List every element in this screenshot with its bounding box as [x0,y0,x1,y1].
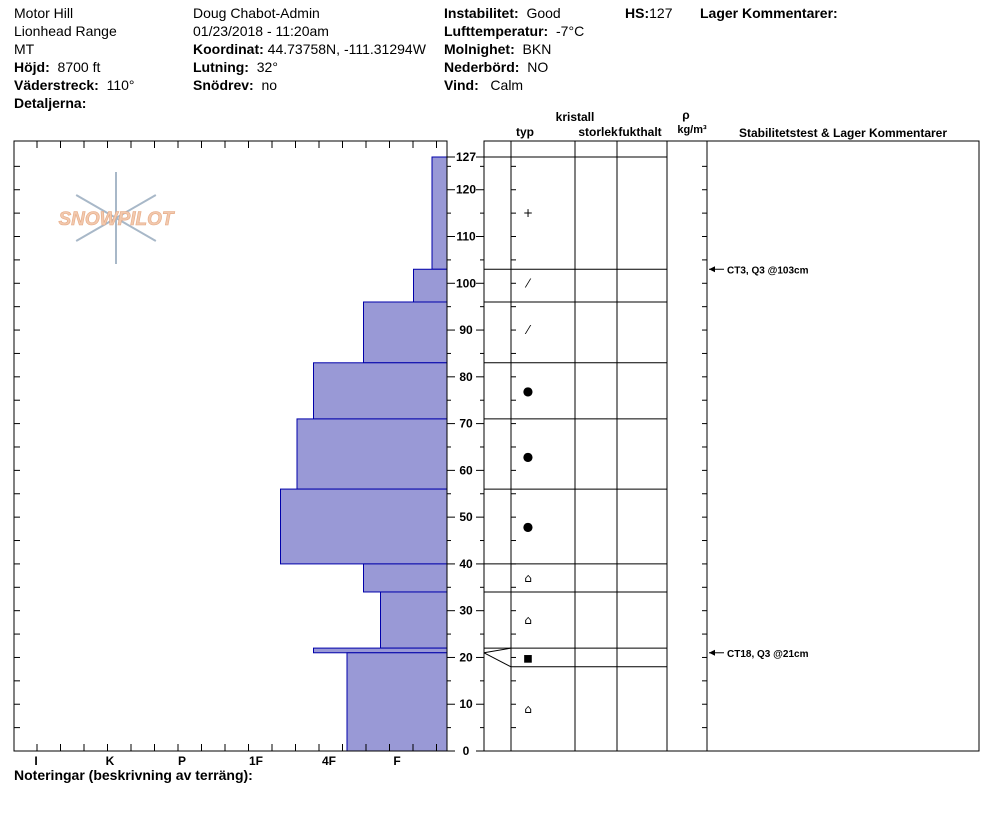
grain-type-symbol: ⁄ [526,323,530,338]
depth-tick-label: 30 [459,603,473,618]
layer-connector-line [484,653,511,667]
location-name: Motor Hill [14,5,74,21]
elevation-value: 8700 ft [57,59,101,75]
hardness-bar [381,592,448,648]
hardness-bar [364,302,448,363]
wind-loading-value: no [261,77,278,93]
hardness-tick-label: 4F [321,754,337,768]
layer-connector-line [484,648,511,653]
observation-datetime: 01/23/2018 - 11:20am [193,23,329,39]
grain-type-symbol: ■ [523,653,533,665]
wind-loading-label: Snödrev: [193,77,254,93]
aspect-value: 110° [106,77,135,93]
stability-test-label: CT18, Q3 @21cm [727,648,809,660]
coordinate-value: 44.73758N, -111.31294W [267,41,426,57]
hardness-bar [364,564,448,592]
slope-label: Lutning: [193,59,249,75]
hardness-bar [314,648,448,653]
crystal-header: kristall [555,110,595,124]
wind-label: Vind: [444,77,479,93]
precip-value: NO [527,59,549,75]
hs-value: 127 [649,5,673,21]
air-temp-value: -7°C [556,23,585,39]
hardness-tick-label: 1F [248,754,264,768]
range-name: Lionhead Range [14,23,117,39]
sky-value: BKN [522,41,552,57]
depth-tick-label: 120 [455,182,477,197]
hardness-bar [281,489,448,564]
stability-value: Good [526,5,561,21]
stability-label: Instabilitet: [444,5,519,21]
hardness-bar [297,419,447,489]
depth-tick-label: 90 [459,323,473,338]
grain-type-symbol: ⌂ [524,570,532,585]
hardness-bar [314,363,448,419]
grain-type-symbol: ● [522,449,534,464]
depth-tick-label: 127 [455,150,477,164]
hardness-bar [347,653,447,751]
hs-label: HS: [625,5,650,21]
depth-tick-label: 50 [459,510,473,525]
precip-label: Nederbörd: [444,59,520,75]
density-unit-header: kg/m³ [677,124,707,136]
depth-tick-label: 0 [462,744,470,758]
observer-name: Doug Chabot-Admin [193,5,320,21]
layer-comments-label: Lager Kommentarer: [700,5,838,21]
moisture-header: fukthalt [618,125,662,139]
grain-type-symbol: ● [522,519,534,534]
hardness-bar [432,157,447,269]
hardness-tick-label: F [393,754,401,768]
depth-tick-label: 80 [459,369,473,384]
logo-text: SNOWPILOT [58,209,174,230]
aspect-label: Väderstreck: [14,77,99,93]
grain-type-symbol: ● [522,383,534,398]
depth-tick-label: 40 [459,556,473,571]
state-name: MT [14,41,35,57]
grain-size-header: storlek [578,125,618,139]
depth-tick-label: 20 [459,650,473,665]
grain-type-symbol: ⌂ [524,613,532,628]
coordinate-label: Koordinat: [193,41,264,57]
hardness-tick-label: P [177,754,187,768]
hardness-tick-label: I [34,754,38,768]
details-label: Detaljerna: [14,95,87,111]
hardness-bar [414,269,448,302]
depth-tick-label: 70 [459,416,473,431]
comments-header: Stabilitetstest & Lager Kommentarer [738,126,948,140]
stability-test-arrowhead [709,650,715,656]
sky-label: Molnighet: [444,41,515,57]
grain-type-header: typ [516,125,534,139]
elevation-label: Höjd: [14,59,50,75]
stability-test-label: CT3, Q3 @103cm [727,265,809,277]
stability-test-arrowhead [709,266,715,272]
wind-value: Calm [490,77,524,93]
depth-tick-label: 100 [455,276,477,291]
rho-header: ρ [682,108,690,122]
depth-tick-label: 10 [459,697,473,712]
slope-value: 32° [256,59,278,75]
grain-type-symbol: + [522,206,534,221]
notes-label: Noteringar (beskrivning av terräng): [14,767,253,783]
depth-tick-label: 60 [459,463,473,478]
air-temp-label: Lufttemperatur: [444,23,549,39]
snowpilot-logo [58,172,174,264]
hardness-tick-label: K [105,754,115,768]
depth-tick-label: 110 [456,229,476,244]
grain-type-symbol: ⌂ [524,701,532,716]
grain-type-symbol: ⁄ [526,276,530,291]
